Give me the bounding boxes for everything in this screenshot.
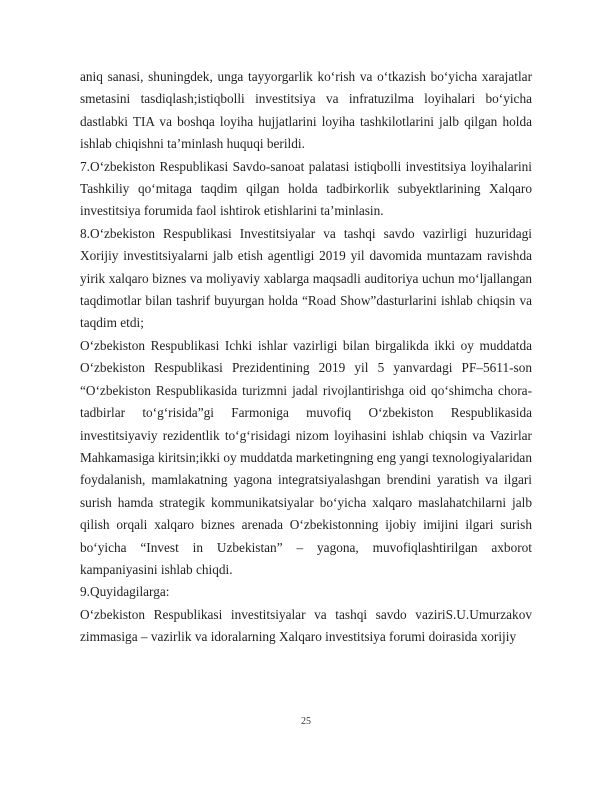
- paragraph-7: 7.Oʻzbekiston Respublikasi Savdo-sanoat palatasi istiqbolli investitsiya loyihalarini Tashkiliy qoʻmitaga taqdim qilgan holda tadbirkorlik subyektlarining Xalqaro investitsiya forumida faol ishtirok etishlarini taʼminlasin.: [80, 158, 532, 219]
- page-number: 25: [301, 716, 311, 727]
- paragraph-8: 8.Oʻzbekiston Respublikasi Investitsiyalar va tashqi savdo vazirligi huzuridagi Xorijiy investitsiyalarni jalb etish agentligi 2019 yil davomida muntazam ravishda yirik xalqaro biznes va moliyaviy xablarga maqsadli auditoriya uchun moʻljallangan taqdimotlar bilan tashrif buyurgan holda “Road Show”dasturlarini ishlab chiqsin va taqdim etdi;: [80, 225, 532, 331]
- paragraph-1: aniq sanasi, shuningdek, unga tayyorgarlik koʻrish va oʻtkazish boʻyicha xarajatlar smetasini tasdiqlash;istiqbolli investitsiya va infratuzilma loyihalari boʻyicha dastlabki TIA va boshqa loyiha hujjatlarini loyiha tashkilotlarini jalb qilgan holda ishlab chiqishni taʼminlash huquqi berildi.: [80, 69, 532, 152]
- paragraph-umurzakov: Oʻzbekiston Respublikasi investitsiyalar va tashqi savdo vaziriS.U.Umurzakov zimmasiga – vazirlik va idoralarning Xalqaro investitsiya forumi doirasida xorijiy: [80, 606, 532, 645]
- paragraph-ichki-ishlar: Oʻzbekiston Respublikasi Ichki ishlar vazirligi bilan birgalikda ikki oy muddatda Oʻzbekiston Respublikasi Prezidentining 2019 yil 5 yanvardagi PF–5611-son “Oʻzbekiston Respublikasida turizmni jadal rivojlantirishga oid qoʻshimcha chora-tadbirlar toʻgʻrisida”gi Farmoniga muvofiq Oʻzbekiston Respublikasida investitsiyaviy rezidentlik toʻgʻrisidagi nizom loyihasini ishlab chiqsin va Vazirlar Mahkamasiga kiritsin;ikki oy muddatda marketingning eng yangi texnologiyalaridan foydalanish, mamlakatning yagona integratsiyalashgan brendini yaratish va ilgari surish hamda strategik kommunikatsiyalar boʻyicha xalqaro maslahatchilarni jalb qilish orqali xalqaro biznes arenada Oʻzbekistonning ijobiy imijini ilgari surish boʻyicha “Invest in Uzbekistan” – yagona, muvofiqlashtirilgan axborot kampaniyasini ishlab chiqdi.: [80, 337, 532, 577]
- document-body: [80, 66, 532, 649]
- paragraph-9-heading: 9.Quyidagilarga:: [80, 584, 170, 600]
